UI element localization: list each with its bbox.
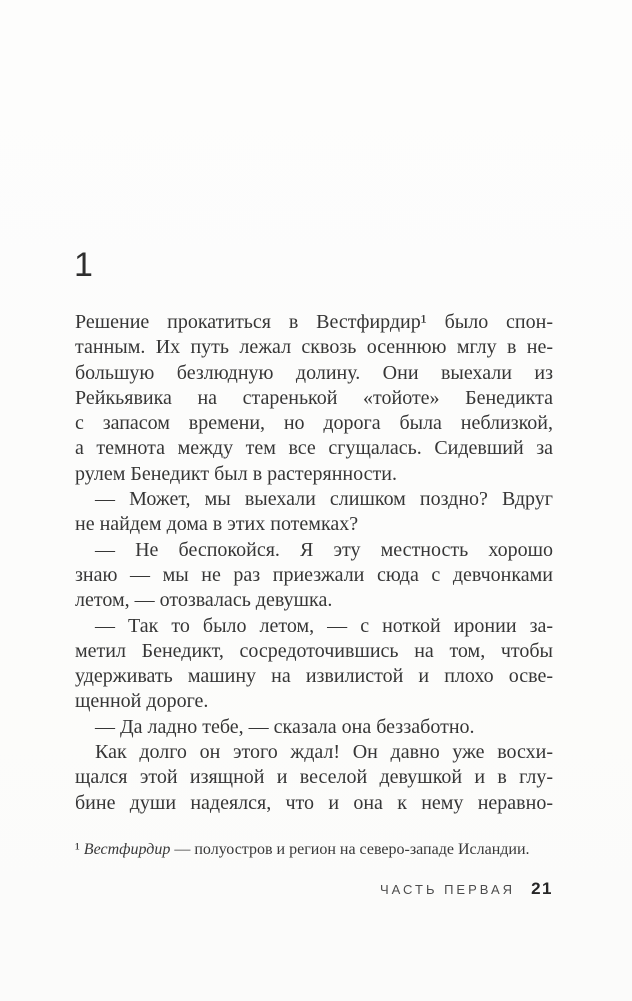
paragraph (75, 538, 553, 614)
text-line: удерживать машину на извилистой и плохо осве- (75, 665, 553, 688)
text-line: рулем Бенедикт был в растерянности. (75, 462, 397, 485)
text-line: бине души надеялся, что и она к нему неравно- (75, 791, 553, 814)
body-text (75, 310, 553, 816)
paragraph (75, 487, 553, 538)
footer-section-label: ЧАСТЬ ПЕРВАЯ (380, 882, 516, 897)
page-footer (75, 879, 553, 899)
paragraph (75, 310, 553, 487)
text-line: метил Бенедикт, сосредоточившись на том, чтобы (75, 639, 553, 662)
text-line: — Может, мы выехали слишком поздно? Вдруг (95, 488, 553, 511)
text-line: щенной дороге. (75, 690, 209, 713)
text-line: Как долго он этого ждал! Он давно уже восхи- (95, 741, 553, 764)
chapter-number: 1 (74, 246, 93, 284)
text-line: а темнота между тем все сгущалась. Сидевший за (75, 437, 553, 460)
text-line: — Да ладно тебе, — сказала она беззаботно. (95, 715, 475, 738)
text-line: с запасом времени, но дорога была неблизкой, (75, 412, 553, 435)
text-line: щался этой изящной и веселой девушкой и в глу- (75, 766, 553, 789)
text-line: Решение прокатиться в Вестфирдир¹ было спон- (75, 311, 553, 333)
text-line: знаю — мы не раз приезжали сюда с девчонками (75, 563, 553, 586)
footnote-text: — полуостров и регион на северо-западе Исландии. (170, 841, 530, 858)
footer-page-number: 21 (531, 879, 553, 898)
text-line: — Не беспокойся. Я эту местность хорошо (95, 538, 553, 561)
footnote-marker: ¹ (75, 841, 84, 858)
text-line: большую безлюдную долину. Они выехали из (75, 361, 553, 384)
footnote (75, 839, 553, 860)
text-line: танным. Их путь лежал сквозь осеннюю мглу в не- (75, 336, 553, 359)
paragraph (75, 614, 553, 715)
text-line: летом, — отозвалась девушка. (75, 589, 333, 612)
paragraph (75, 715, 553, 740)
text-line: не найдем дома в этих потемках? (75, 513, 359, 536)
text-line: — Так то было летом, — с ноткой иронии за- (95, 614, 553, 637)
footnote-term: Вестфирдир (83, 841, 171, 858)
text-line: Рейкьявика на старенькой «тойоте» Бенедикта (75, 386, 553, 409)
paragraph (75, 740, 553, 816)
